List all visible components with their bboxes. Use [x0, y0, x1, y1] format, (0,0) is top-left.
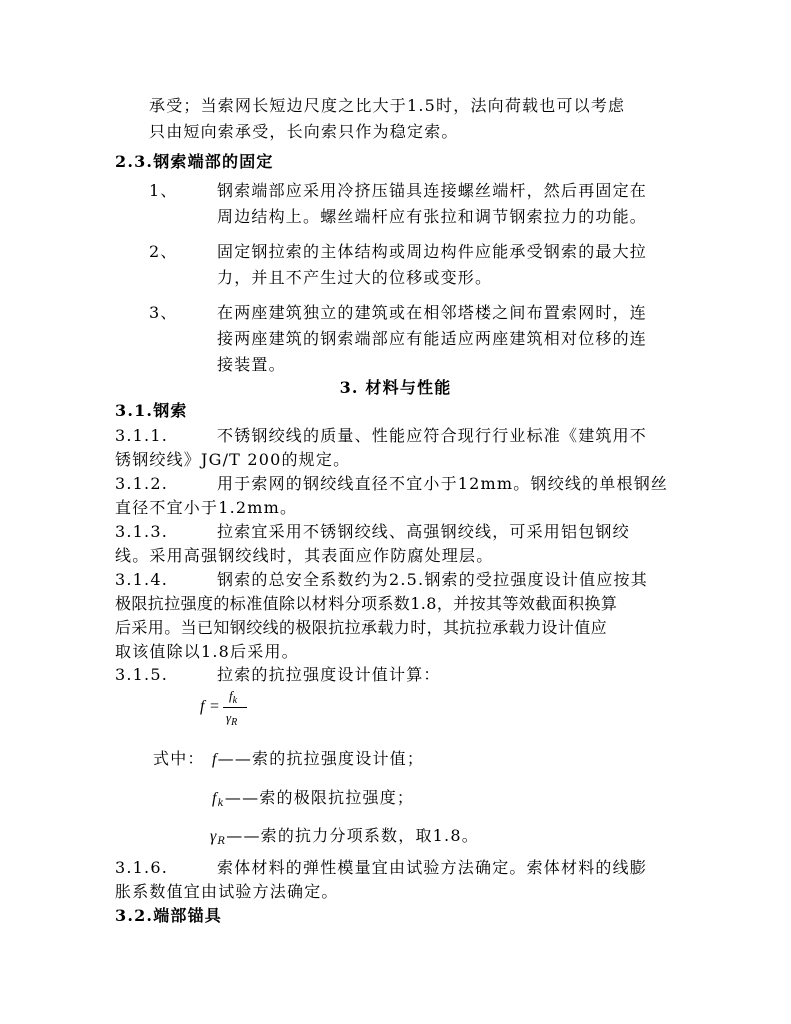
section-heading-3-2: 3.2.端部锚具 — [115, 906, 223, 925]
clause-text: 直径不宜小于1.2mm。 — [115, 498, 298, 517]
list-item-text: 接两座建筑的钢索端部应有能适应两座建筑相对位移的连 — [217, 329, 648, 348]
list-item-text: 固定钢拉索的主体结构或周边构件应能承受钢索的最大拉 — [217, 242, 648, 261]
clause-number: 3.1.4. — [115, 570, 168, 589]
clause-text: 用于索网的钢绞线直径不宜小于12mm。钢绞线的单根钢丝 — [217, 474, 669, 493]
list-item-text: 周边结构上。螺丝端杆应有张拉和调节钢索拉力的功能。 — [217, 207, 648, 226]
where-label: 式中： — [153, 749, 205, 768]
clause-number: 3.1.6. — [115, 858, 168, 877]
formula-denominator: $\gamma_R$ — [226, 710, 238, 728]
list-item-number: 2、 — [149, 242, 178, 261]
section-heading-3-1: 3.1.钢索 — [115, 401, 188, 420]
clause-number: 3.1.1. — [115, 426, 168, 445]
clause-text: 钢索的总安全系数约为2.5.钢索的受拉强度设计值应按其 — [217, 570, 648, 589]
list-item-number: 1、 — [149, 181, 178, 200]
clause-text: 线。采用高强钢绞线时，其表面应作防腐处理层。 — [115, 546, 494, 565]
clause-text: 取该值除以1.8后采用。 — [115, 642, 299, 661]
clause-number: 3.1.3. — [115, 522, 168, 541]
clause-text: 胀系数值宜由试验方法确定。 — [115, 882, 339, 901]
clause-text: 拉索宜采用不锈钢绞线、高强钢绞线，可采用铝包钢绞 — [217, 522, 630, 541]
definition-fk: fk——索的极限抗拉强度； — [212, 788, 415, 809]
list-item-text: 力，并且不产生过大的位移或变形。 — [217, 268, 493, 287]
section-heading-2-3: 2.3.钢索端部的固定 — [115, 152, 274, 171]
clause-number: 3.1.2. — [115, 474, 168, 493]
clause-text: 索体材料的弹性模量宜由试验方法确定。索体材料的线膨 — [217, 858, 648, 877]
definition-gamma-r: γR——索的抗力分项系数，取1.8。 — [210, 826, 479, 847]
clause-text: 锈钢绞线》JG/T 200的规定。 — [115, 450, 351, 469]
clause-number: 3.1.5. — [115, 665, 168, 684]
formula-equals: = — [210, 698, 220, 715]
list-item-text: 在两座建筑独立的建筑或在相邻塔楼之间布置索网时，连 — [217, 303, 648, 322]
clause-text: 拉索的抗拉强度设计值计算： — [217, 665, 441, 684]
definition-f: f——索的抗拉强度设计值； — [212, 749, 425, 768]
clause-text: 极限抗拉强度的标准值除以材料分项系数1.8，并按其等效截面积换算 — [115, 594, 618, 613]
clause-text: 不锈钢绞线的质量、性能应符合现行行业标准《建筑用不 — [217, 426, 648, 445]
list-item-text: 接装置。 — [217, 355, 286, 374]
clause-text: 后采用。当已知钢绞线的极限抗拉承载力时，其抗拉承载力设计值应 — [115, 618, 608, 637]
chapter-heading-3: 3. 材料与性能 — [339, 378, 452, 397]
paragraph-line: 承受；当索网长短边尺度之比大于1.5时，法向荷载也可以考虑 — [149, 96, 626, 115]
list-item-number: 3、 — [149, 303, 178, 322]
paragraph-line: 只由短向索承受，长向索只作为稳定索。 — [149, 122, 459, 141]
formula-lhs: f — [200, 698, 205, 715]
formula-numerator: $f_k$ — [229, 688, 238, 706]
fraction-bar — [223, 707, 247, 708]
list-item-text: 钢索端部应采用冷挤压锚具连接螺丝端杆，然后再固定在 — [217, 181, 648, 200]
